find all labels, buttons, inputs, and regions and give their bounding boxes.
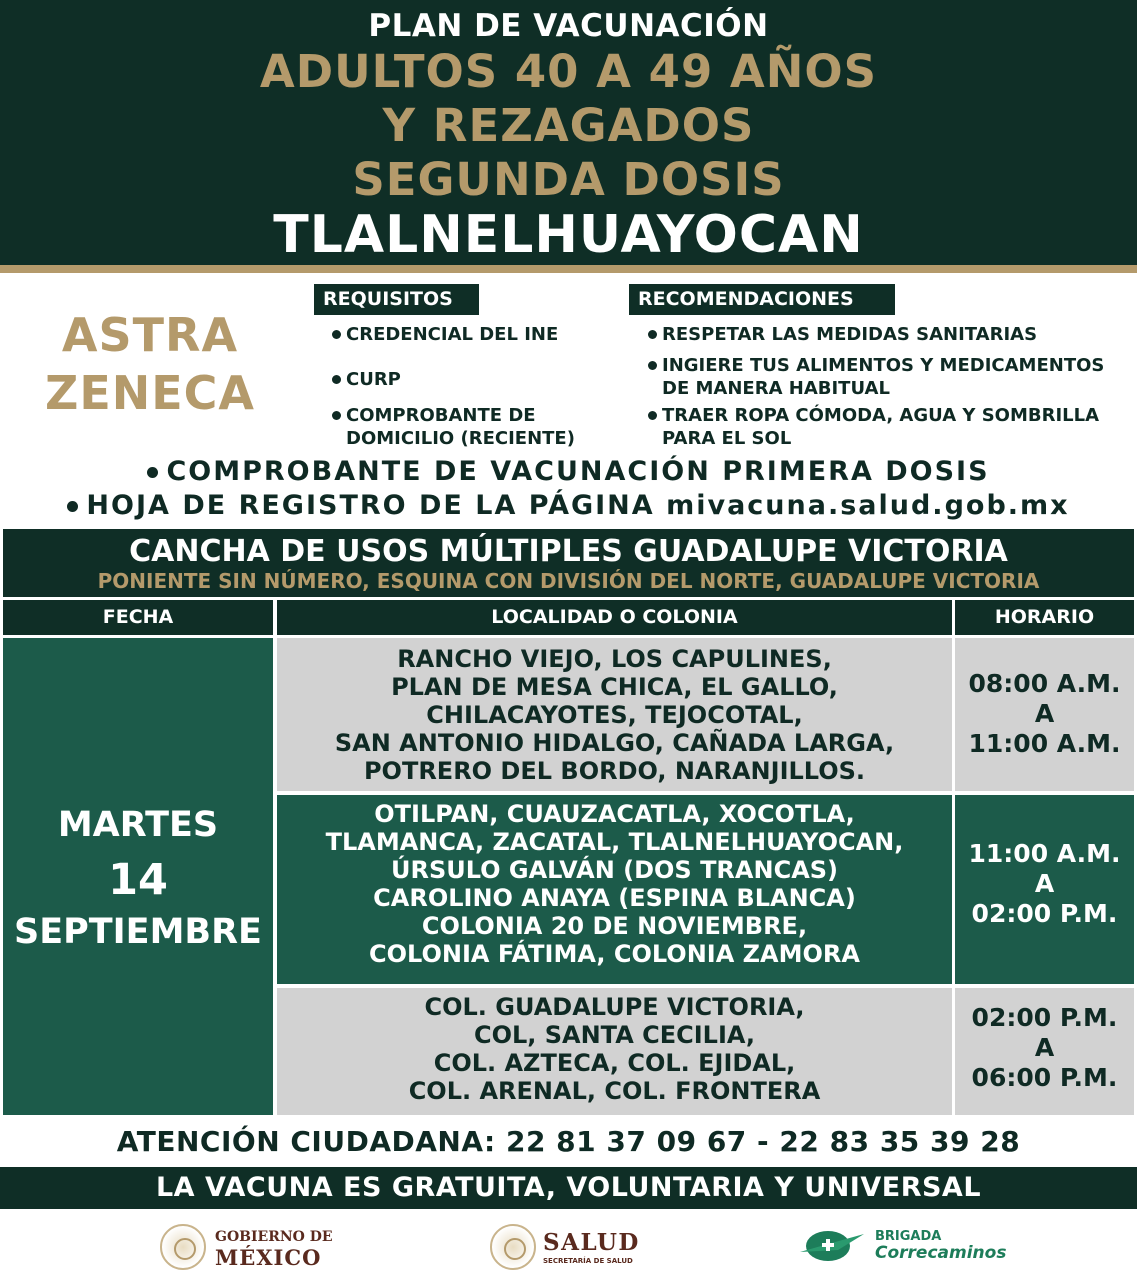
- list-item: RESPETAR LAS MEDIDAS SANITARIAS: [662, 323, 1037, 346]
- bullet-icon: [67, 501, 78, 512]
- vaccine-brand-line2: ZENECA: [44, 366, 256, 420]
- column-header-fecha: FECHA: [3, 600, 273, 635]
- date-cell: [3, 638, 273, 1115]
- bullet-icon: [648, 361, 657, 370]
- contact-phone: ATENCIÓN CIUDADANA: 22 81 37 09 67 - 22 83 35 39 28: [116, 1125, 1021, 1158]
- brigada-logo-line2: Correcaminos: [875, 1243, 1007, 1263]
- list-item: INGIERE TUS ALIMENTOS Y MEDICAMENTOS: [662, 354, 1104, 377]
- bullet-icon: [147, 467, 158, 478]
- list-item-continuation: PARA EL SOL: [662, 428, 792, 449]
- list-item-continuation: DOMICILIO (RECIENTE): [346, 428, 575, 449]
- bullet-icon: [648, 330, 657, 339]
- header-banner: [0, 0, 1137, 265]
- bullet-icon: [332, 330, 341, 339]
- extra-requirement: COMPROBANTE DE VACUNACIÓN PRIMERA DOSIS: [0, 456, 1137, 487]
- slogan-banner: LA VACUNA ES GRATUITA, VOLUNTARIA Y UNIVERSAL: [0, 1167, 1137, 1209]
- column-header-localidad: LOCALIDAD O COLONIA: [277, 600, 952, 635]
- list-item: CURP: [346, 368, 401, 391]
- extra-requirement: HOJA DE REGISTRO DE LA PÁGINA mivacuna.salud.gob.mx: [0, 490, 1137, 521]
- roadrunner-logo-icon: [798, 1226, 866, 1266]
- salud-logo: SALUD: [543, 1229, 640, 1256]
- table-row-schedule: 02:00 P.M. A 06:00 P.M.: [955, 988, 1134, 1115]
- municipality-title: TLALNELHUAYOCAN: [273, 205, 864, 265]
- date-month: SEPTIEMBRE: [14, 912, 262, 952]
- venue-name: CANCHA DE USOS MÚLTIPLES GUADALUPE VICTORIA: [129, 534, 1008, 569]
- table-row-schedule: 11:00 A.M. A 02:00 P.M.: [955, 795, 1134, 984]
- gobierno-logo-line2: MÉXICO: [215, 1245, 322, 1270]
- gobierno-logo-line1: GOBIERNO DE: [215, 1229, 333, 1245]
- list-item: CREDENCIAL DEL INE: [346, 323, 558, 346]
- vaccine-brand-line1: ASTRA: [61, 308, 239, 362]
- bullet-icon: [332, 375, 341, 384]
- bullet-icon: [332, 411, 341, 420]
- age-group-title: ADULTOS 40 A 49 AÑOS: [259, 45, 878, 98]
- venue-banner: [3, 529, 1134, 597]
- bullet-icon: [648, 411, 657, 420]
- venue-address: PONIENTE SIN NÚMERO, ESQUINA CON DIVISIÓN DEL NORTE, GUADALUPE VICTORIA: [97, 569, 1040, 593]
- table-row-localities: COL. GUADALUPE VICTORIA, COL, SANTA CECILIA, COL. AZTECA, COL. EJIDAL, COL. ARENAL, COL. FRONTERA: [277, 988, 952, 1115]
- gold-divider: [0, 265, 1137, 273]
- salud-logo-subtitle: SECRETARÍA DE SALUD: [543, 1257, 633, 1265]
- column-header-horario: HORARIO: [955, 600, 1134, 635]
- national-seal-icon: [160, 1224, 206, 1270]
- rezagados-title: Y REZAGADOS: [382, 99, 755, 152]
- requisitos-heading: REQUISITOS: [314, 284, 479, 315]
- date-number: 14: [108, 855, 168, 905]
- table-row-schedule: 08:00 A.M. A 11:00 A.M.: [955, 638, 1134, 791]
- brigada-logo-line1: BRIGADA: [875, 1229, 942, 1244]
- dose-title: SEGUNDA DOSIS: [352, 153, 785, 206]
- table-row-localities: OTILPAN, CUAUZACATLA, XOCOTLA, TLAMANCA, ZACATAL, TLALNELHUAYOCAN, ÚRSULO GALVÁN (DOS TRANCAS) CAROLINO ANAYA (ESPINA BLANCA) COLONIA 20 DE NOVIEMBRE, COLONIA FÁTIMA, COLONIA ZAMORA: [277, 795, 952, 984]
- plan-title: PLAN DE VACUNACIÓN: [368, 8, 769, 44]
- list-item: COMPROBANTE DE: [346, 404, 536, 427]
- footer-logos: [0, 1209, 1137, 1280]
- list-item-continuation: DE MANERA HABITUAL: [662, 378, 890, 399]
- table-row-localities: RANCHO VIEJO, LOS CAPULINES, PLAN DE MESA CHICA, EL GALLO, CHILACAYOTES, TEJOCOTAL, SAN ANTONIO HIDALGO, CAÑADA LARGA, POTRERO DEL BORDO, NARANJILLOS.: [277, 638, 952, 791]
- list-item: TRAER ROPA CÓMODA, AGUA Y SOMBRILLA: [662, 404, 1099, 427]
- national-seal-icon: [490, 1224, 536, 1270]
- recomendaciones-heading: RECOMENDACIONES: [629, 284, 895, 315]
- date-weekday: MARTES: [57, 805, 219, 845]
